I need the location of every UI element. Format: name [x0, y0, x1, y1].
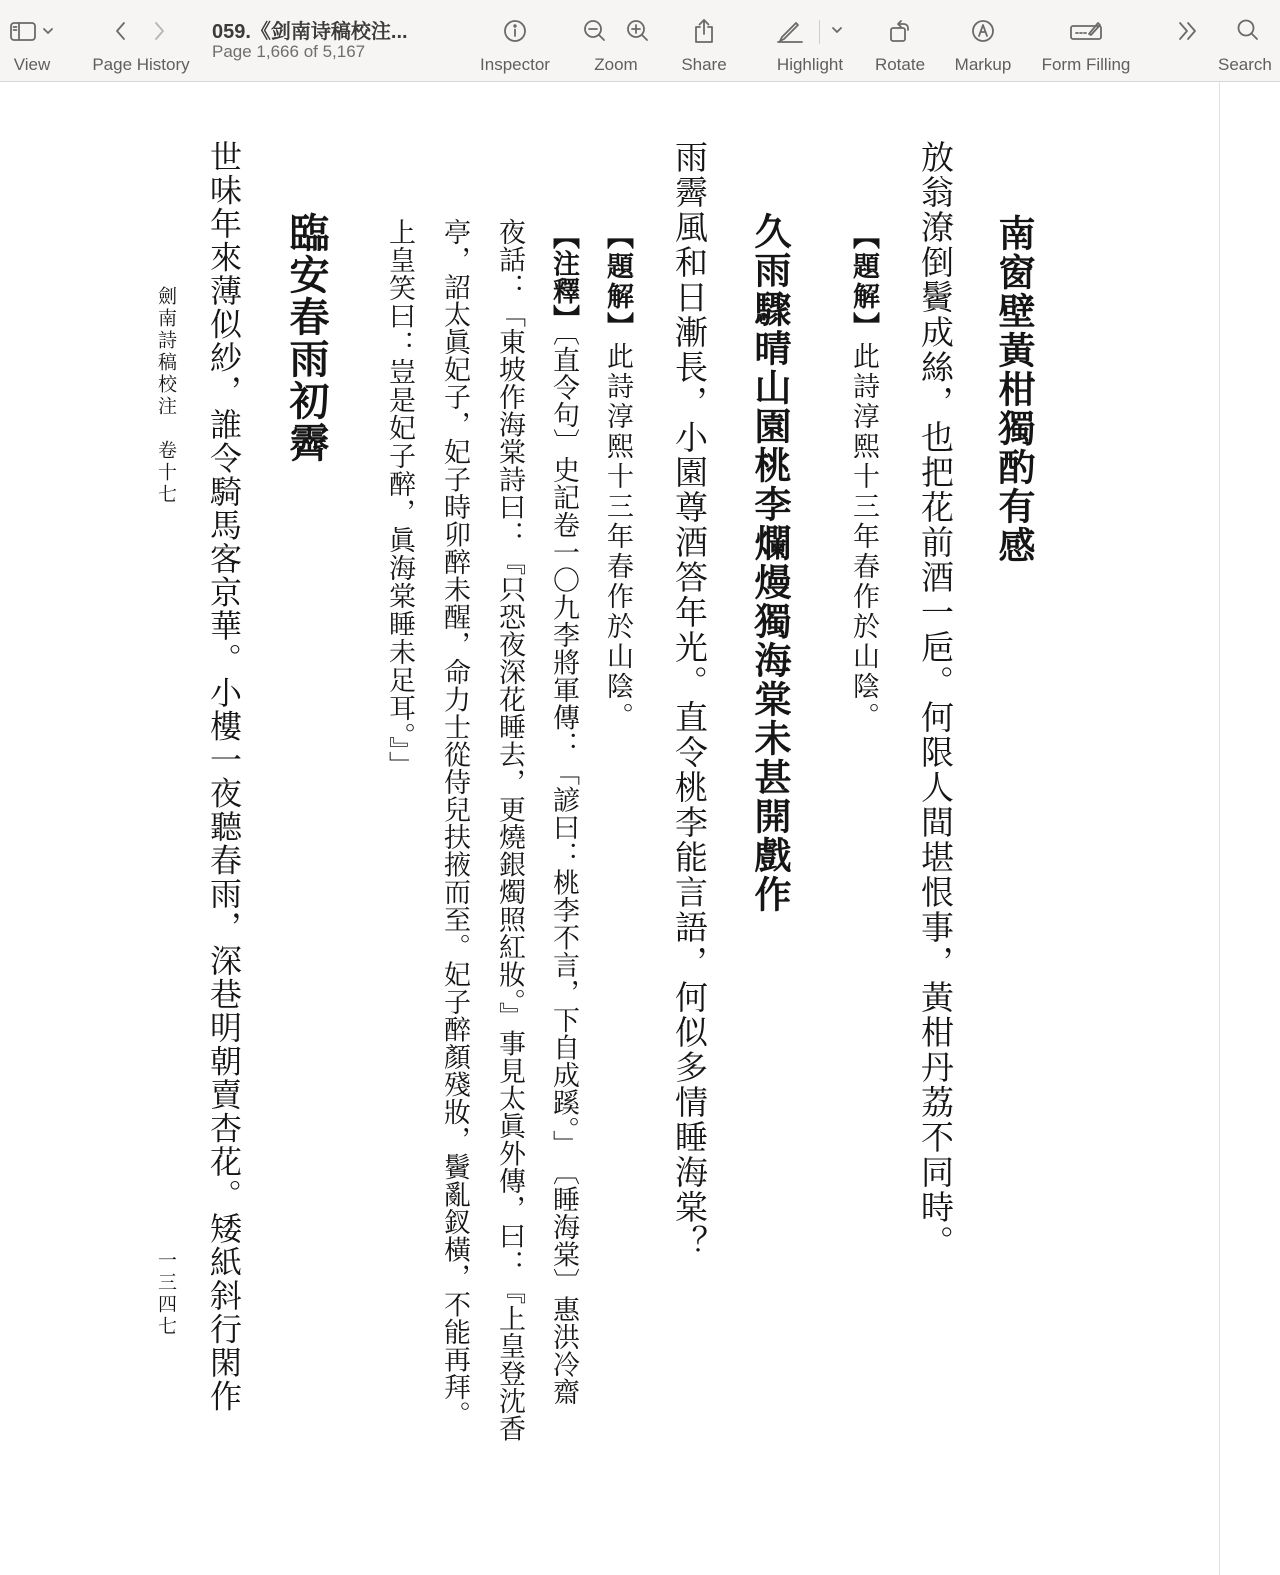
page-history-button[interactable] [92, 0, 190, 82]
page-number: 一三四七 [155, 1250, 177, 1338]
annotation-text: 〔直令句〕史記卷一〇九李將軍傳：「諺曰：桃李不言，下自成蹊。」 〔睡海棠〕惠洪冷齋 [548, 332, 579, 1406]
form-filling-button[interactable] [1041, 0, 1131, 82]
toolbar-divider [819, 20, 820, 44]
chevron-down-icon [833, 28, 841, 32]
zoom-out-icon [585, 21, 604, 40]
toolbar [0, 0, 1280, 82]
annotation-text: 亭，詔太眞妃子，妃子時卯醉未醒，命力士從侍兒扶掖而至。妃子醉顏殘妝，鬢亂釵橫，不能再拜。 [439, 218, 470, 1428]
rotate-icon [887, 18, 913, 44]
document-page [0, 82, 1220, 1575]
annotation-text: 此詩淳熙十三年春作於山陰。 [848, 342, 879, 732]
form-filling-icon [1069, 18, 1103, 44]
more-chevrons-icon [1175, 18, 1201, 44]
annotation-note [850, 222, 877, 732]
highlight-button[interactable] [772, 0, 848, 82]
zoom-label: Zoom [594, 55, 638, 74]
page-history-label: Page History [92, 55, 190, 74]
poem-text: 雨霽風和日漸長，小園尊酒答年光。直令桃李能言語，何似多情睡海棠？ [670, 140, 709, 1260]
share-button[interactable] [680, 0, 728, 82]
zoom-in-icon [628, 21, 647, 40]
poem-title: 久雨驟晴山園桃李爛熳獨海棠未甚開戲作 [748, 212, 792, 914]
poem-title: 南窗壁黃柑獨酌有感 [992, 214, 1036, 565]
form-filling-label: Form Filling [1041, 55, 1131, 74]
inspector-button[interactable] [480, 0, 550, 82]
document-title: 059.《剑南诗稿校注... [212, 21, 408, 43]
annotation-text: 此詩淳熙十三年春作於山陰。 [602, 342, 633, 732]
rotate-button[interactable] [876, 0, 924, 82]
poem-text: 放翁潦倒鬢成絲，也把花前酒一巵。何限人間堪恨事，黃柑丹荔不同時。 [916, 140, 955, 1260]
markup-icon [970, 18, 996, 44]
annotation-tag: 【題解】 [602, 222, 633, 342]
annotation-tag: 【注釋】 [548, 222, 579, 332]
highlight-label: Highlight [776, 55, 844, 74]
search-label: Search [1218, 55, 1272, 74]
chevron-right-icon [156, 23, 163, 39]
highlight-pen-icon [778, 23, 802, 42]
view-label: View [13, 55, 51, 74]
chevron-down-icon [44, 29, 52, 33]
annotation-tag: 【題解】 [848, 222, 879, 342]
share-label: Share [681, 55, 727, 74]
inspector-label: Inspector [480, 55, 550, 74]
search-icon [1235, 18, 1261, 44]
zoom-control[interactable] [578, 0, 654, 82]
annotation-text: 上皇笑曰：豈是妃子醉，眞海棠睡未足耳。』」 [384, 218, 415, 779]
poem-text: 世味年來薄似紗，誰令騎馬客京華。小樓一夜聽春雨，深巷明朝賣杏花。矮紙斜行閑作 [205, 140, 243, 1413]
info-icon [502, 18, 528, 44]
view-button[interactable] [6, 0, 58, 82]
more-tools-button[interactable] [1170, 0, 1206, 82]
sidebar-icon [8, 19, 56, 43]
search-button[interactable] [1218, 0, 1272, 82]
annotation-note [604, 222, 631, 732]
markup-button[interactable] [954, 0, 1012, 82]
chevron-left-icon [117, 23, 124, 39]
share-icon [691, 17, 717, 45]
annotation-text: 夜話：「東坡作海棠詩曰：『只恐夜深花睡去，更燒銀燭照紅妝。』事見太眞外傳，曰：『上皇登沈香 [494, 218, 525, 1442]
markup-label: Markup [954, 55, 1012, 74]
page-edge [1219, 82, 1220, 1575]
annotation-note [550, 222, 577, 1406]
running-head: 劍南詩稿校注 卷十七 [155, 286, 177, 506]
page-indicator: Page 1,666 of 5,167 [212, 42, 366, 61]
poem-title: 臨安春雨初霽 [283, 212, 330, 464]
rotate-label: Rotate [874, 55, 926, 74]
